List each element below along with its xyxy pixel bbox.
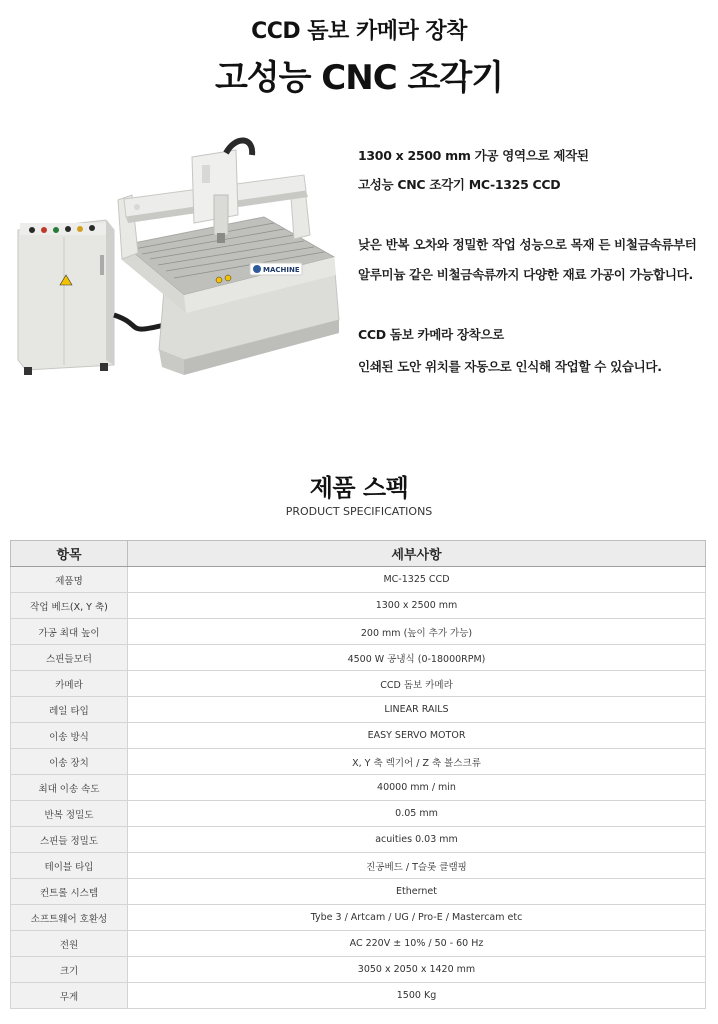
table-row — [11, 723, 706, 749]
row-value: 40000 mm / min — [128, 775, 706, 801]
row-value: 1500 Kg — [128, 983, 706, 1009]
description-line-4: 알루미늄 같은 비철금속류까지 다양한 재료 가공이 가능합니다. — [358, 267, 693, 282]
row-value: acuities 0.03 mm — [128, 827, 706, 853]
description-line-6: 인쇄된 도안 위치를 자동으로 인식해 작업할 수 있습니다. — [358, 359, 662, 374]
description-line-1: 1300 x 2500 mm 가공 영역으로 제작된 — [358, 148, 589, 163]
row-label: 최대 이송 속도 — [11, 775, 128, 801]
row-label: 컨트롤 시스템 — [11, 879, 128, 905]
row-label: 작업 베드(X, Y 축) — [11, 593, 128, 619]
hero-title: 고성능 CNC 조각기 — [214, 58, 504, 98]
table-row — [11, 853, 706, 879]
description-line-2: 고성능 CNC 조각기 MC-1325 CCD — [358, 177, 561, 192]
table-row — [11, 801, 706, 827]
row-label: 카메라 — [11, 671, 128, 697]
row-value: X, Y 축 렉기어 / Z 축 볼스크류 — [128, 749, 706, 775]
description-line-5: CCD 돔보 카메라 장착으로 — [358, 327, 504, 342]
description-line-3: 낮은 반복 오차와 정밀한 작업 성능으로 목재 든 비철금속류부터 — [358, 237, 697, 252]
table-row — [11, 983, 706, 1009]
table-row — [11, 905, 706, 931]
cnc-machine-image — [14, 135, 344, 380]
table-row — [11, 593, 706, 619]
row-label: 무게 — [11, 983, 128, 1009]
row-label: 이송 방식 — [11, 723, 128, 749]
row-value: Ethernet — [128, 879, 706, 905]
table-row — [11, 931, 706, 957]
row-value: MC-1325 CCD — [128, 567, 706, 593]
row-value: 3050 x 2050 x 1420 mm — [128, 957, 706, 983]
row-value: 200 mm (높이 추가 가능) — [128, 619, 706, 645]
row-value: 1300 x 2500 mm — [128, 593, 706, 619]
row-value: LINEAR RAILS — [128, 697, 706, 723]
row-value: AC 220V ± 10% / 50 - 60 Hz — [128, 931, 706, 957]
table-row — [11, 645, 706, 671]
row-label: 스핀들 정밀도 — [11, 827, 128, 853]
row-label: 반복 정밀도 — [11, 801, 128, 827]
table-row — [11, 827, 706, 853]
specs-subtitle: PRODUCT SPECIFICATIONS — [285, 505, 433, 518]
row-label: 크기 — [11, 957, 128, 983]
table-row — [11, 619, 706, 645]
row-value: CCD 돔보 카메라 — [128, 671, 706, 697]
hero-subtitle: CCD 돔보 카메라 장착 — [251, 19, 467, 44]
row-label: 가공 최대 높이 — [11, 619, 128, 645]
table-row — [11, 671, 706, 697]
table-row — [11, 879, 706, 905]
row-value: Tybe 3 / Artcam / UG / Pro-E / Mastercam etc — [128, 905, 706, 931]
spec-table-header — [11, 541, 706, 567]
row-label: 제품명 — [11, 567, 128, 593]
table-row — [11, 697, 706, 723]
table-row — [11, 957, 706, 983]
row-value: 4500 W 공냉식 (0-18000RPM) — [128, 645, 706, 671]
row-label: 스핀들모터 — [11, 645, 128, 671]
control-cabinet — [18, 220, 114, 375]
row-value: 진공베드 / T슬롯 클램핑 — [128, 853, 706, 879]
row-label: 전원 — [11, 931, 128, 957]
svg-text:MACHINE: MACHINE — [263, 266, 300, 274]
spec-table — [10, 540, 706, 1009]
table-row — [11, 567, 706, 593]
row-label: 레일 타입 — [11, 697, 128, 723]
row-label: 이송 장치 — [11, 749, 128, 775]
table-row — [11, 749, 706, 775]
row-label: 소프트웨어 호환성 — [11, 905, 128, 931]
header-item: 항목 — [11, 541, 128, 567]
table-row — [11, 775, 706, 801]
row-value: EASY SERVO MOTOR — [128, 723, 706, 749]
specs-title: 제품 스펙 — [309, 474, 409, 502]
row-label: 테이블 타입 — [11, 853, 128, 879]
header-detail: 세부사항 — [128, 541, 706, 567]
row-value: 0.05 mm — [128, 801, 706, 827]
